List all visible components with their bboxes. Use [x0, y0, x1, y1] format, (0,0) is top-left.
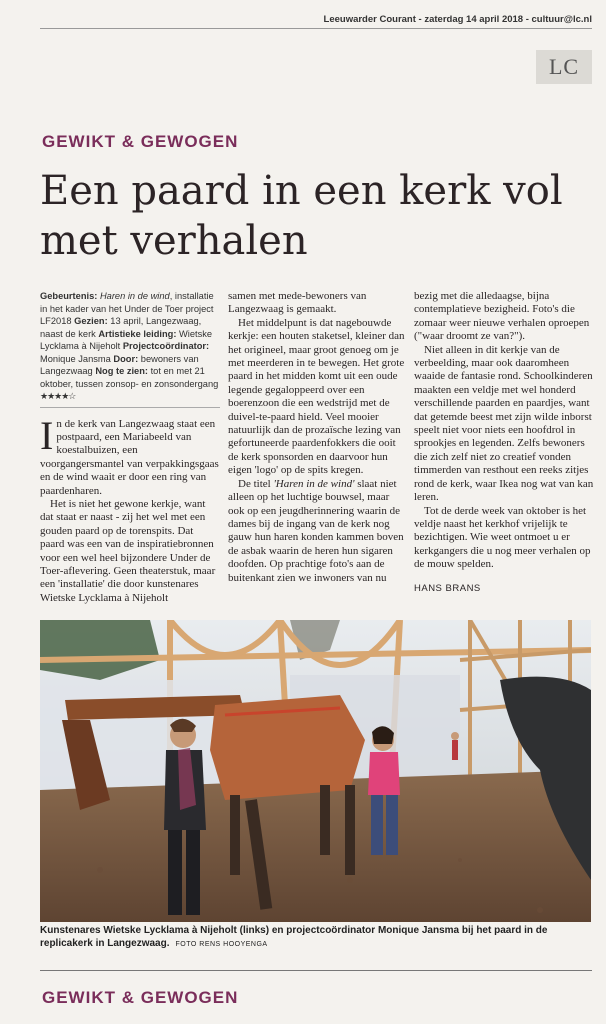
paragraph-1: In de kerk van Langezwaag staat een postpaard, een Mariabeeld van koestalbuizen, een voorgangersmantel van verpakkingsgaas en de wind waait er door een ring van paardenharen. — [40, 412, 219, 497]
photo-caption: Kunstenares Wietske Lycklama à Nijeholt (links) en projectcoördinator Monique Jansma bij het paard in de replicakerk in Langezwaag. FOTO RENS HOOYENGA — [40, 925, 548, 949]
column-2 — [228, 290, 408, 585]
photo-illustration — [40, 620, 591, 922]
masthead: Leeuwarder Courant - zaterdag 14 april 2018 - cultuur@lc.nl — [323, 14, 592, 25]
photo-credit: FOTO RENS HOOYENGA — [175, 941, 268, 948]
column-3 — [414, 290, 594, 595]
header-divider — [40, 28, 592, 29]
article-photo — [40, 620, 591, 922]
column-1 — [40, 290, 220, 605]
paragraph-7: Niet alleen in dit kerkje van de verbeelding, maar ook daaromheen waaide de fantasie rond. Schoolkinderen maakten een veldje met wel honderd verschillende paarden en paardjes, want dat getemde beest met zijn wilde inborst speelt niet voor niets een hoofdrol in sprookjes en legenden. Zelfs bewoners die zich zelf niet zo creatief vonden timmerden van resthout een reeks zitjes rond de kerk, waar Ikea nog wat van kan leren. — [414, 343, 594, 504]
paragraph-6: bezig met die alledaagse, bijna contemplatieve bezigheid. Foto's die zomaar weer nieuwe verhalen oproepen ("waar droomt ze van?"). — [414, 290, 590, 343]
info-label-by: Door: — [113, 353, 139, 364]
info-label-coordinator: Projectcoördinator: — [122, 341, 210, 351]
info-label-event: Gebeurtenis: — [40, 291, 98, 301]
footer-divider — [40, 970, 592, 971]
info-label-seen: Gezien: — [74, 316, 108, 326]
paragraph-2: Het is niet het gewone kerkje, want dat staat er naast - zij het wel met een gouden paard op de torenspits. Dat paard was een van de inspiratiebronnen voor een wel heel bijzondere Under de Toer-aflevering. Geen theaterstuk, maar een 'installatie' die door kunstenares Wietske Lycklama à Nijeholt — [40, 497, 216, 604]
info-label-until: Nog te zien: — [95, 366, 148, 376]
dropcap: I — [40, 412, 54, 458]
paragraph-8: Tot de derde week van oktober is het veldje naast het kerkhof vrijelijk te bezichtigen. Wie weet ontmoet u er kerkgangers die u nog meer verhalen op de mouw spelden. — [414, 504, 591, 571]
paragraph-3: samen met mede-bewoners van Langezwaag is gemaakt. — [228, 290, 367, 316]
info-title: Haren in de wind — [99, 291, 170, 301]
paragraph-5: De titel 'Haren in de wind' slaat niet alleen op het luchtige bouwsel, maar ook op een jeugdherinnering waarin de dames bij de ingang van de kerk nog gauw hun haren konden kammen boven de asbak waarin de heren hun sigaren doofden. Op prachtige foto's aan de buitenkant zien we inwoners van nu — [228, 477, 404, 584]
author-byline: HANS BRANS — [414, 582, 481, 594]
headline: Een paard in een kerk vol met verhalen — [40, 168, 563, 264]
info-label-direction: Artistieke leiding: — [98, 328, 177, 339]
section-kicker: GEWIKT & GEWOGEN — [42, 132, 239, 151]
info-box: Gebeurtenis: Haren in de wind, installatie in het kader van het Under de Toer project LF2018 Gezien: 13 april, Langezwaag, naast de kerk Artistieke leiding: Wietske Lycklama à Nijeholt Projectcoördinator: Monique Jansma Door: bewoners van Langezwaag Nog te zien: tot en met 21 oktober, tussen zonsop- en zonsondergang ★★★★☆ — [40, 290, 220, 408]
rating-stars: ★★★★☆ — [40, 391, 76, 401]
paragraph-4: Het middelpunt is dat nagebouwde kerkje: een houten staketsel, kleiner dan het origineel, maar groot genoeg om je met meerderen in te bewegen. Het grote paard in het midden komt uit een oude legende gegaloppeerd over een boerenzoon die een wedstrijd met de duivel-te-paard hield. Veel mooier natuurlijk dan de prozaïsche lezing van gefortuneerde paardenfokkers die ooit de kerk sponsorden en daarvoor hun eigen 'logo' op de spits kregen. — [228, 316, 405, 477]
section-box: LC — [536, 50, 592, 84]
footer-kicker: GEWIKT & GEWOGEN — [42, 988, 239, 1007]
